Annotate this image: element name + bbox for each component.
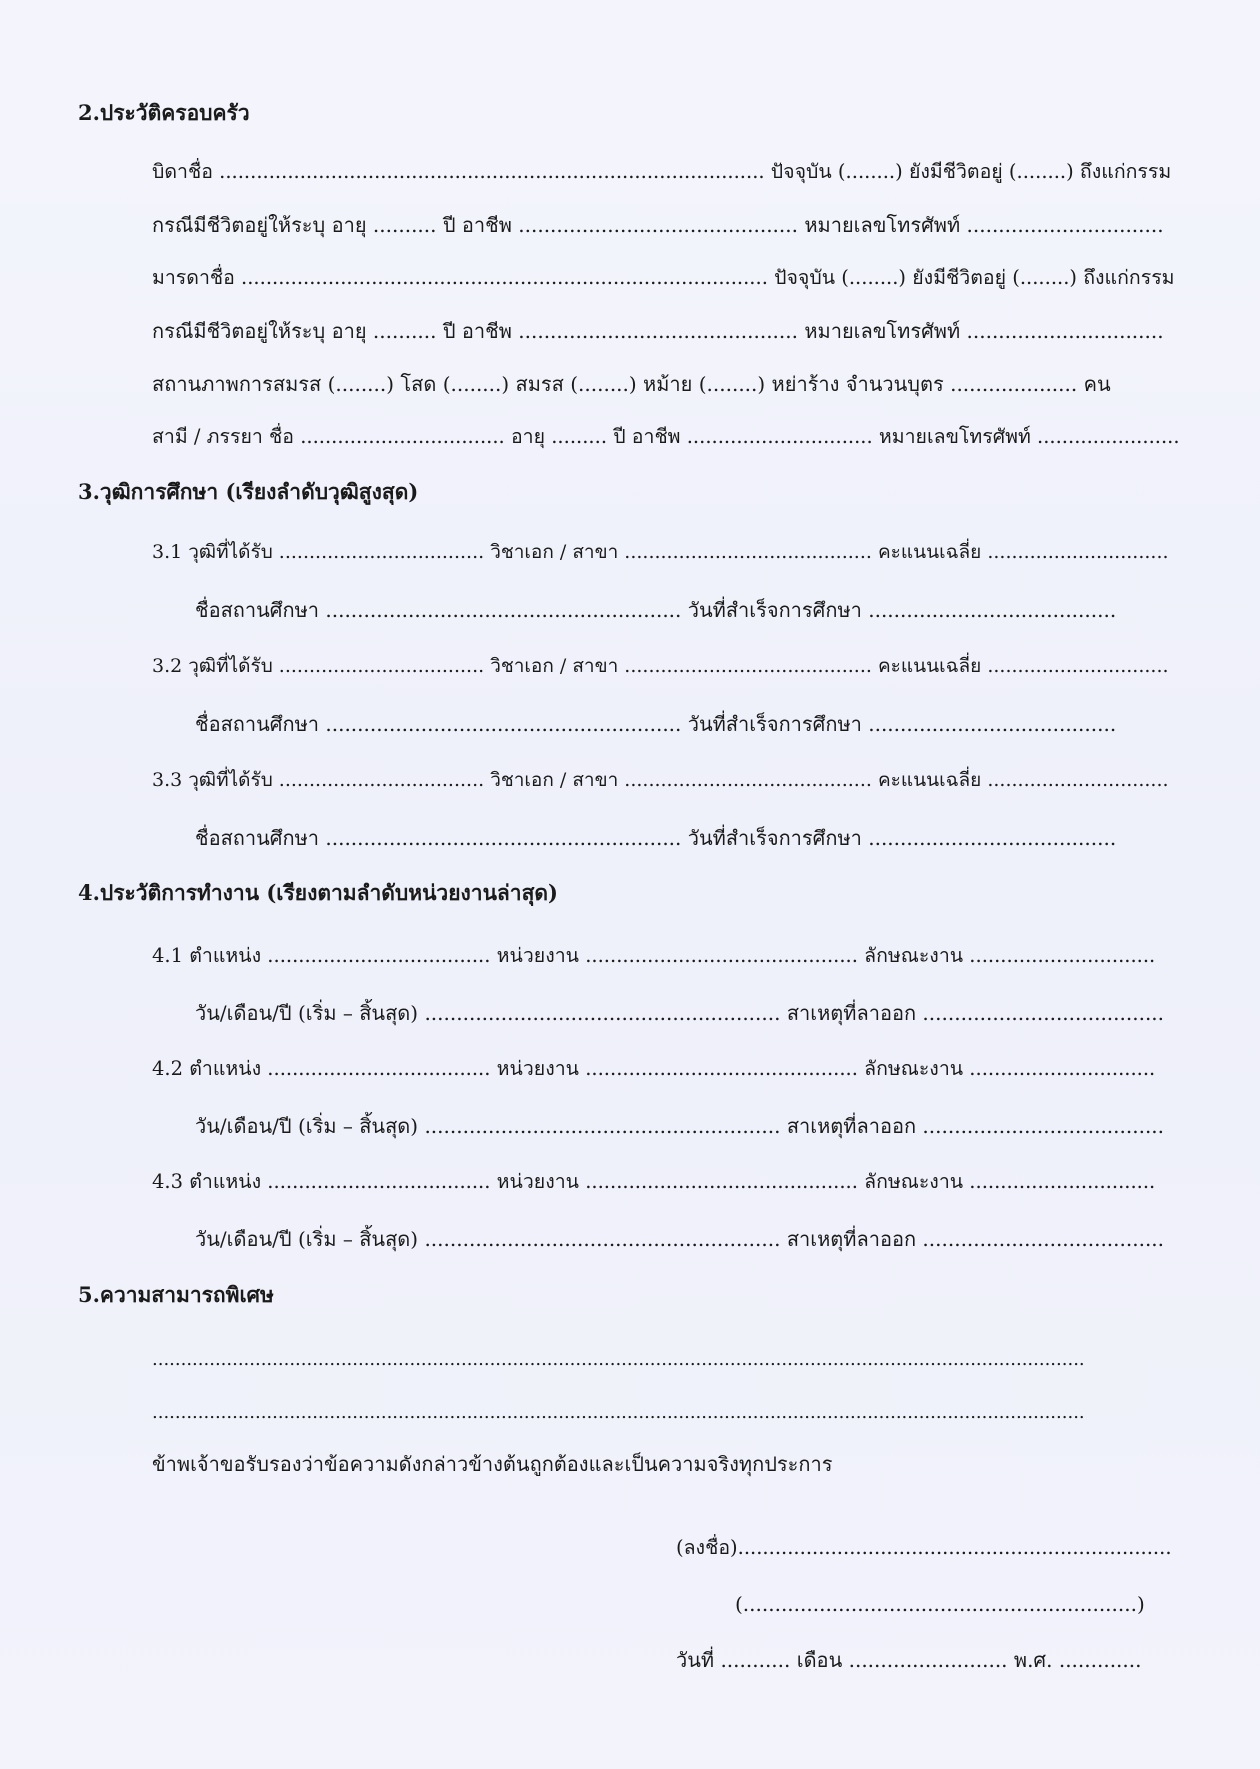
spouse-field[interactable]: สามี / ภรรยา ชื่อ ................................. อายุ ......... ปี อาชีพ .............................. หมายเลขโทรศัพท์ ....................... bbox=[152, 425, 1180, 448]
certification-statement: ข้าพเจ้าขอรับรองว่าข้อความดังกล่าวข้างต้นถูกต้องและเป็นความจริงทุกประการ bbox=[152, 1452, 833, 1476]
skills-line-1[interactable]: ................................................................................................................................................................... bbox=[152, 1349, 1085, 1370]
work-3-period-field[interactable]: วัน/เดือน/ปี (เริ่ม – สิ้นสุด) ........................................................ สาเหตุที่ลาออก ...................................... bbox=[195, 1227, 1165, 1251]
work-3-position-field[interactable]: 4.3 ตำแหน่ง .................................... หน่วยงาน ............................................ ลักษณะงาน .............................. bbox=[152, 1170, 1156, 1193]
father-name-field[interactable]: บิดาชื่อ ........................................................................................ ปัจจุบัน (........) ยังมีชีวิตอยู่ (........) ถึงแก่กรรม bbox=[152, 160, 1172, 183]
father-details-field[interactable]: กรณีมีชีวิตอยู่ให้ระบุ อายุ .......... ปี อาชีพ ............................................ หมายเลขโทรศัพท์ ............................... bbox=[152, 213, 1164, 237]
date-field[interactable]: วันที่ ........... เดือน ......................... พ.ศ. ............. bbox=[676, 1648, 1142, 1672]
education-heading: 3.วุฒิการศึกษา (เรียงลำดับวุฒิสูงสุด) bbox=[78, 479, 419, 504]
work-heading: 4.ประวัติการทำงาน (เรียงตามลำดับหน่วยงานล่าสุด) bbox=[78, 880, 558, 905]
mother-details-field[interactable]: กรณีมีชีวิตอยู่ให้ระบุ อายุ .......... ปี อาชีพ ............................................ หมายเลขโทรศัพท์ ............................... bbox=[152, 319, 1164, 343]
mother-name-field[interactable]: มารดาชื่อ ..................................................................................... ปัจจุบัน (........) ยังมีชีวิตอยู่ (........) ถึงแก่กรรม bbox=[152, 266, 1175, 289]
work-2-period-field[interactable]: วัน/เดือน/ปี (เริ่ม – สิ้นสุด) ........................................................ สาเหตุที่ลาออก ...................................... bbox=[195, 1114, 1165, 1138]
marital-status-field[interactable]: สถานภาพการสมรส (........) โสด (........) สมรส (........) หม้าย (........) หย่าร้าง จำนวนบุตร .................... คน bbox=[152, 372, 1111, 396]
education-3-school-field[interactable]: ชื่อสถานศึกษา ........................................................ วันที่สำเร็จการศึกษา ....................................... bbox=[195, 826, 1117, 850]
work-1-position-field[interactable]: 4.1 ตำแหน่ง .................................... หน่วยงาน ............................................ ลักษณะงาน .............................. bbox=[152, 944, 1156, 967]
signer-name-field[interactable]: (..............................................................) bbox=[735, 1592, 1145, 1616]
education-2-school-field[interactable]: ชื่อสถานศึกษา ........................................................ วันที่สำเร็จการศึกษา ....................................... bbox=[195, 712, 1117, 736]
education-2-degree-field[interactable]: 3.2 วุฒิที่ได้รับ .................................. วิชาเอก / สาขา ......................................... คะแนนเฉลี่ย .............................. bbox=[152, 655, 1169, 677]
signature-field[interactable]: (ลงชื่อ)...................................................................... bbox=[676, 1536, 1172, 1559]
skills-line-2[interactable]: ................................................................................................................................................................... bbox=[152, 1402, 1085, 1423]
education-3-degree-field[interactable]: 3.3 วุฒิที่ได้รับ .................................. วิชาเอก / สาขา ......................................... คะแนนเฉลี่ย .............................. bbox=[152, 769, 1169, 791]
work-2-position-field[interactable]: 4.2 ตำแหน่ง .................................... หน่วยงาน ............................................ ลักษณะงาน .............................. bbox=[152, 1057, 1156, 1080]
family-heading: 2.ประวัติครอบครัว bbox=[78, 100, 250, 125]
education-1-degree-field[interactable]: 3.1 วุฒิที่ได้รับ .................................. วิชาเอก / สาขา ......................................... คะแนนเฉลี่ย .............................. bbox=[152, 541, 1169, 563]
education-1-school-field[interactable]: ชื่อสถานศึกษา ........................................................ วันที่สำเร็จการศึกษา ....................................... bbox=[195, 598, 1117, 622]
work-1-period-field[interactable]: วัน/เดือน/ปี (เริ่ม – สิ้นสุด) ........................................................ สาเหตุที่ลาออก ...................................... bbox=[195, 1001, 1165, 1025]
skills-heading: 5.ความสามารถพิเศษ bbox=[78, 1282, 274, 1307]
